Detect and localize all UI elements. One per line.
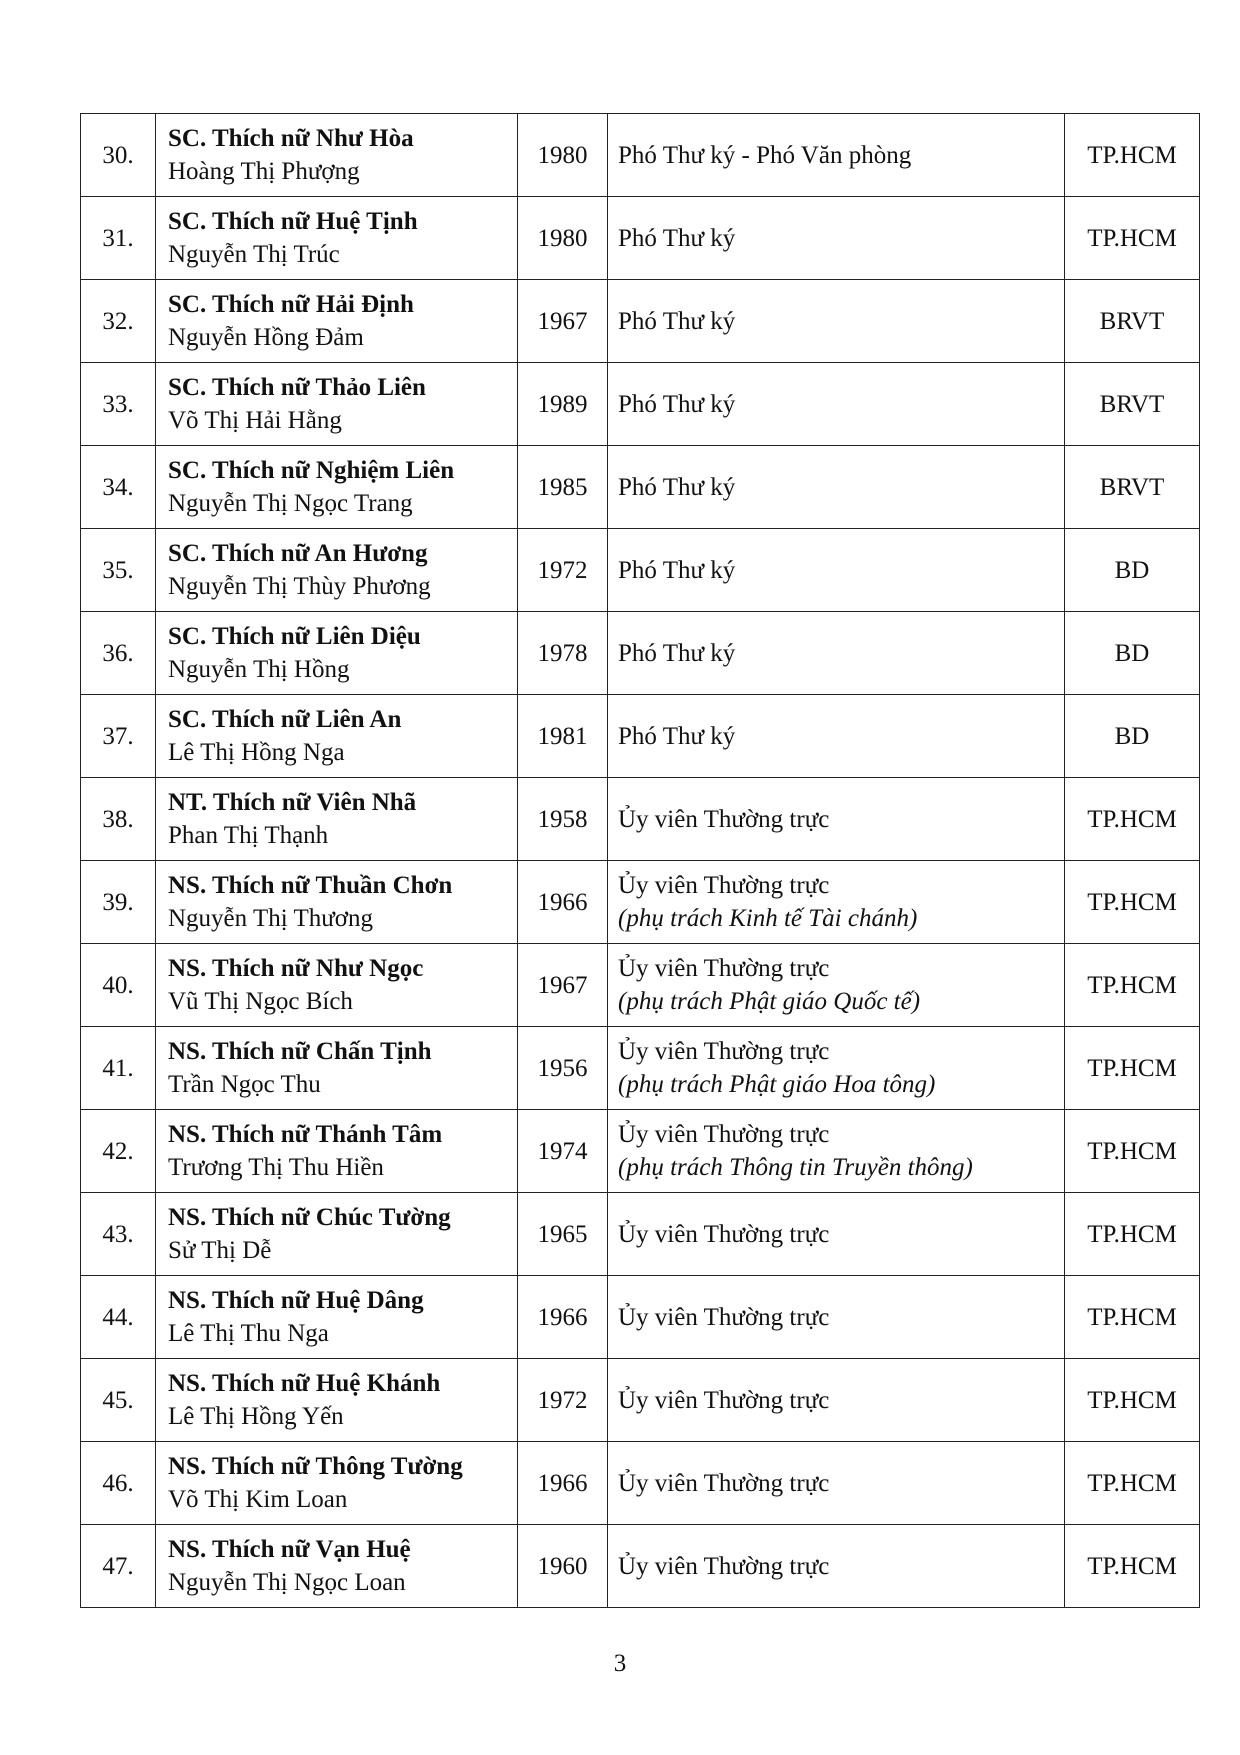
table-row xyxy=(81,280,1200,363)
birth-year: 1967 xyxy=(518,944,608,1027)
birth-year: 1974 xyxy=(518,1110,608,1193)
role-cell xyxy=(608,363,1065,446)
member-table xyxy=(80,113,1200,1608)
role-title: Ủy viên Thường trực xyxy=(618,955,830,982)
birth-year: 1980 xyxy=(518,197,608,280)
province: TP.HCM xyxy=(1065,1359,1200,1442)
province: TP.HCM xyxy=(1065,1525,1200,1608)
row-number: 45. xyxy=(81,1359,156,1442)
province: TP.HCM xyxy=(1065,1276,1200,1359)
dharma-name: SC. Thích nữ Huệ Tịnh xyxy=(168,208,418,235)
province: BD xyxy=(1065,695,1200,778)
birth-year: 1966 xyxy=(518,1276,608,1359)
name-cell xyxy=(156,446,518,529)
lay-name: Lê Thị Thu Nga xyxy=(168,1320,329,1347)
role-cell xyxy=(608,446,1065,529)
name-cell xyxy=(156,114,518,197)
table-row xyxy=(81,1359,1200,1442)
name-cell xyxy=(156,944,518,1027)
row-number: 40. xyxy=(81,944,156,1027)
name-cell xyxy=(156,861,518,944)
dharma-name: NS. Thích nữ Vạn Huệ xyxy=(168,1536,411,1563)
role-title: Phó Thư ký xyxy=(618,722,736,750)
table-row xyxy=(81,114,1200,197)
role-title: Ủy viên Thường trực xyxy=(618,1038,830,1065)
dharma-name: SC. Thích nữ Liên An xyxy=(168,706,402,733)
lay-name: Võ Thị Kim Loan xyxy=(168,1486,348,1513)
name-cell xyxy=(156,280,518,363)
page-number: 3 xyxy=(613,1650,627,1677)
dharma-name: SC. Thích nữ Thảo Liên xyxy=(168,374,426,401)
table-row xyxy=(81,529,1200,612)
role-title: Ủy viên Thường trực xyxy=(618,1552,830,1580)
table-row xyxy=(81,861,1200,944)
lay-name: Trương Thị Thu Hiền xyxy=(168,1154,384,1181)
lay-name: Võ Thị Hải Hằng xyxy=(168,407,342,434)
table-row xyxy=(81,446,1200,529)
row-number: 38. xyxy=(81,778,156,861)
province: BD xyxy=(1065,612,1200,695)
lay-name: Nguyễn Thị Ngọc Trang xyxy=(168,490,413,517)
row-number: 31. xyxy=(81,197,156,280)
role-title: Phó Thư ký xyxy=(618,390,736,418)
dharma-name: NS. Thích nữ Thuần Chơn xyxy=(168,872,453,899)
role-cell xyxy=(608,1442,1065,1525)
role-cell xyxy=(608,1110,1065,1193)
role-note: (phụ trách Phật giáo Quốc tế) xyxy=(618,988,921,1015)
table-row xyxy=(81,197,1200,280)
role-cell xyxy=(608,1525,1065,1608)
name-cell xyxy=(156,695,518,778)
member-table-body xyxy=(81,114,1200,1608)
name-cell xyxy=(156,363,518,446)
table-row xyxy=(81,363,1200,446)
table-row xyxy=(81,778,1200,861)
role-cell xyxy=(608,778,1065,861)
dharma-name: NS. Thích nữ Huệ Dâng xyxy=(168,1287,424,1314)
birth-year: 1989 xyxy=(518,363,608,446)
province: BRVT xyxy=(1065,280,1200,363)
role-cell xyxy=(608,612,1065,695)
birth-year: 1967 xyxy=(518,280,608,363)
birth-year: 1972 xyxy=(518,529,608,612)
name-cell xyxy=(156,1276,518,1359)
table-row xyxy=(81,1525,1200,1608)
role-title: Phó Thư ký xyxy=(618,473,736,501)
name-cell xyxy=(156,1359,518,1442)
role-cell xyxy=(608,1276,1065,1359)
lay-name: Nguyễn Hồng Đảm xyxy=(168,324,364,351)
role-title: Phó Thư ký xyxy=(618,639,736,667)
table-row xyxy=(81,612,1200,695)
lay-name: Nguyễn Thị Trúc xyxy=(168,241,340,268)
lay-name: Nguyễn Thị Ngọc Loan xyxy=(168,1569,406,1596)
province: TP.HCM xyxy=(1065,1193,1200,1276)
role-title: Ủy viên Thường trực xyxy=(618,1303,830,1331)
province: TP.HCM xyxy=(1065,1442,1200,1525)
province: BRVT xyxy=(1065,363,1200,446)
role-note: (phụ trách Kinh tế Tài chánh) xyxy=(618,905,918,932)
role-title: Ủy viên Thường trực xyxy=(618,1386,830,1414)
row-number: 30. xyxy=(81,114,156,197)
dharma-name: SC. Thích nữ Như Hòa xyxy=(168,125,414,152)
name-cell xyxy=(156,612,518,695)
province: TP.HCM xyxy=(1065,778,1200,861)
dharma-name: NS. Thích nữ Thông Tường xyxy=(168,1453,463,1480)
table-row xyxy=(81,1193,1200,1276)
row-number: 47. xyxy=(81,1525,156,1608)
name-cell xyxy=(156,529,518,612)
role-title: Ủy viên Thường trực xyxy=(618,805,830,833)
lay-name: Lê Thị Hồng Yến xyxy=(168,1403,344,1430)
province: TP.HCM xyxy=(1065,944,1200,1027)
role-title: Ủy viên Thường trực xyxy=(618,872,830,899)
birth-year: 1980 xyxy=(518,114,608,197)
province: TP.HCM xyxy=(1065,861,1200,944)
name-cell xyxy=(156,778,518,861)
role-note: (phụ trách Thông tin Truyền thông) xyxy=(618,1154,973,1181)
name-cell xyxy=(156,1442,518,1525)
row-number: 46. xyxy=(81,1442,156,1525)
lay-name: Sử Thị Dễ xyxy=(168,1237,272,1264)
province: TP.HCM xyxy=(1065,197,1200,280)
role-title: Ủy viên Thường trực xyxy=(618,1121,830,1148)
role-cell xyxy=(608,861,1065,944)
table-row xyxy=(81,1027,1200,1110)
role-title: Phó Thư ký xyxy=(618,224,736,252)
role-cell xyxy=(608,1027,1065,1110)
dharma-name: NS. Thích nữ Thánh Tâm xyxy=(168,1121,443,1148)
row-number: 32. xyxy=(81,280,156,363)
row-number: 34. xyxy=(81,446,156,529)
table-row xyxy=(81,944,1200,1027)
birth-year: 1960 xyxy=(518,1525,608,1608)
dharma-name: NS. Thích nữ Huệ Khánh xyxy=(168,1370,441,1397)
lay-name: Phan Thị Thạnh xyxy=(168,822,329,849)
row-number: 37. xyxy=(81,695,156,778)
dharma-name: SC. Thích nữ Hải Định xyxy=(168,291,414,318)
dharma-name: NS. Thích nữ Chấn Tịnh xyxy=(168,1038,432,1065)
role-title: Phó Thư ký - Phó Văn phòng xyxy=(618,141,912,169)
dharma-name: SC. Thích nữ An Hương xyxy=(168,540,428,567)
role-title: Phó Thư ký xyxy=(618,556,736,584)
lay-name: Vũ Thị Ngọc Bích xyxy=(168,988,353,1015)
role-title: Ủy viên Thường trực xyxy=(618,1220,830,1248)
birth-year: 1958 xyxy=(518,778,608,861)
lay-name: Nguyễn Thị Thùy Phương xyxy=(168,573,431,600)
row-number: 44. xyxy=(81,1276,156,1359)
birth-year: 1956 xyxy=(518,1027,608,1110)
table-row xyxy=(81,1276,1200,1359)
table-row xyxy=(81,1110,1200,1193)
role-note: (phụ trách Phật giáo Hoa tông) xyxy=(618,1071,936,1098)
row-number: 36. xyxy=(81,612,156,695)
province: TP.HCM xyxy=(1065,114,1200,197)
row-number: 42. xyxy=(81,1110,156,1193)
dharma-name: SC. Thích nữ Nghiệm Liên xyxy=(168,457,455,484)
role-cell xyxy=(608,114,1065,197)
name-cell xyxy=(156,1110,518,1193)
lay-name: Nguyễn Thị Thương xyxy=(168,905,374,932)
lay-name: Trần Ngọc Thu xyxy=(168,1071,321,1098)
dharma-name: NS. Thích nữ Chúc Tường xyxy=(168,1204,451,1231)
role-cell xyxy=(608,1193,1065,1276)
province: BD xyxy=(1065,529,1200,612)
row-number: 43. xyxy=(81,1193,156,1276)
province: TP.HCM xyxy=(1065,1110,1200,1193)
table-row xyxy=(81,1442,1200,1525)
role-cell xyxy=(608,529,1065,612)
name-cell xyxy=(156,1193,518,1276)
dharma-name: NT. Thích nữ Viên Nhã xyxy=(168,789,417,816)
province: TP.HCM xyxy=(1065,1027,1200,1110)
row-number: 39. xyxy=(81,861,156,944)
lay-name: Lê Thị Hồng Nga xyxy=(168,739,345,766)
birth-year: 1985 xyxy=(518,446,608,529)
birth-year: 1972 xyxy=(518,1359,608,1442)
name-cell xyxy=(156,1525,518,1608)
role-title: Ủy viên Thường trực xyxy=(618,1469,830,1497)
role-cell xyxy=(608,944,1065,1027)
role-cell xyxy=(608,1359,1065,1442)
role-cell xyxy=(608,695,1065,778)
birth-year: 1966 xyxy=(518,1442,608,1525)
birth-year: 1965 xyxy=(518,1193,608,1276)
role-cell xyxy=(608,280,1065,363)
row-number: 41. xyxy=(81,1027,156,1110)
table-row xyxy=(81,695,1200,778)
name-cell xyxy=(156,1027,518,1110)
name-cell xyxy=(156,197,518,280)
birth-year: 1978 xyxy=(518,612,608,695)
row-number: 33. xyxy=(81,363,156,446)
lay-name: Hoàng Thị Phượng xyxy=(168,158,360,185)
province: BRVT xyxy=(1065,446,1200,529)
dharma-name: SC. Thích nữ Liên Diệu xyxy=(168,623,421,650)
birth-year: 1966 xyxy=(518,861,608,944)
role-title: Phó Thư ký xyxy=(618,307,736,335)
role-cell xyxy=(608,197,1065,280)
dharma-name: NS. Thích nữ Như Ngọc xyxy=(168,955,424,982)
birth-year: 1981 xyxy=(518,695,608,778)
row-number: 35. xyxy=(81,529,156,612)
lay-name: Nguyễn Thị Hồng xyxy=(168,656,350,683)
